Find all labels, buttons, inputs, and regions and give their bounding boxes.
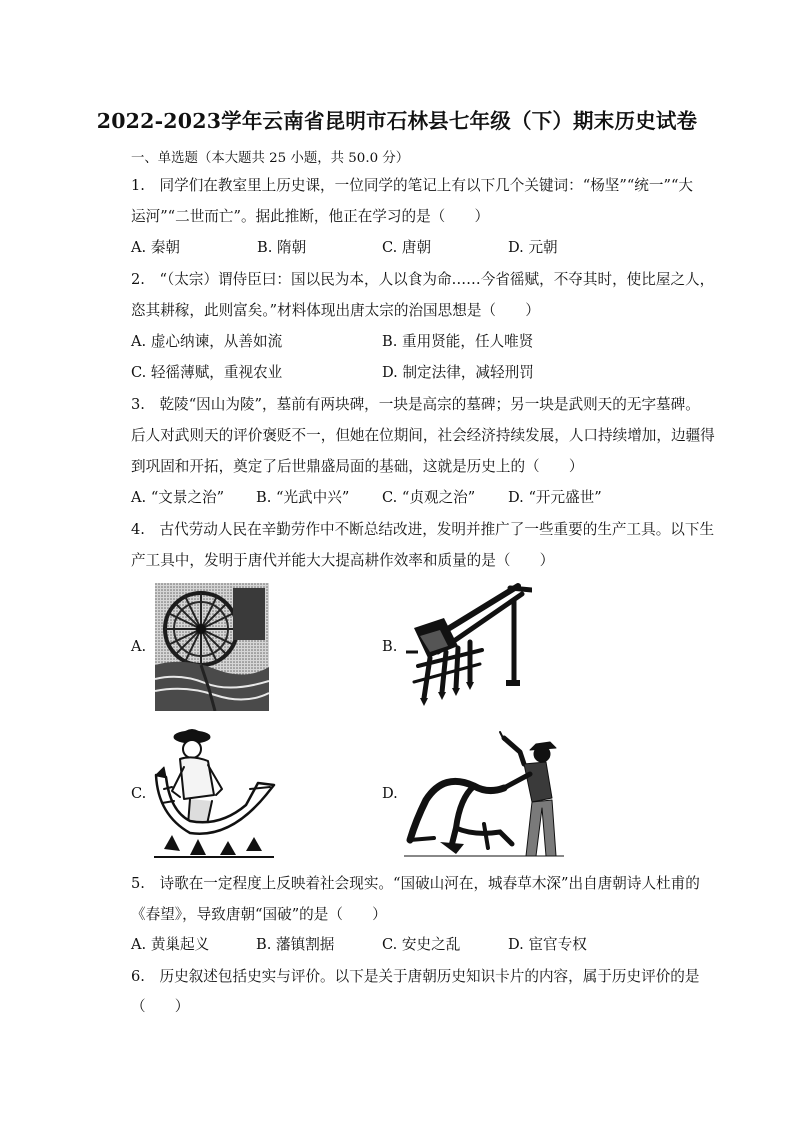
question-3-line-1: 3. 乾陵“因山为陵”，墓前有两块碑，一块是高宗的墓碑；另一块是武则天的无字墓碑。 (131, 396, 700, 413)
q4-option-a: A. (131, 638, 147, 655)
q2-option-c: C. 轻徭薄赋，重视农业 (131, 364, 283, 381)
question-4-line-1: 4. 古代劳动人民在辛勤劳作中不断总结改进，发明并推广了一些重要的生产工具。以下生 (131, 521, 715, 538)
question-2-line-2: 恣其耕稼，此则富矣。”材料体现出唐太宗的治国思想是（ ） (131, 302, 540, 319)
section-heading: 一、单选题（本大题共 25 小题，共 50.0 分） (131, 151, 410, 166)
q1-option-b: B. 隋朝 (257, 239, 307, 256)
q3-option-c: C. “贞观之治” (382, 489, 476, 506)
q3-option-d: D. “开元盛世” (508, 489, 602, 506)
q2-option-a: A. 虚心纳谏，从善如流 (131, 333, 283, 350)
question-1-line-2: 运河”“二世而亡”。据此推断，他正在学习的是（ ） (131, 208, 490, 225)
question-3-line-3: 到巩固和开拓，奠定了后世鼎盛局面的基础，这就是历史上的（ ） (131, 458, 584, 475)
q4-option-c: C. (131, 785, 147, 802)
q1-option-a: A. 秦朝 (131, 239, 181, 256)
question-4-line-2: 产工具中，发明于唐代并能大大提高耕作效率和质量的是（ ） (131, 552, 555, 569)
craftsman-image (150, 725, 278, 861)
question-2-line-1: 2. “（太宗）谓侍臣曰：国以民为本，人以食为命……今省徭赋，不夺其时，使比屋之人， (131, 271, 715, 288)
q2-option-b: B. 重用贤能，任人唯贤 (382, 333, 534, 350)
question-6-line-1: 6. 历史叙述包括史实与评价。以下是关于唐朝历史知识卡片的内容，属于历史评价的是 (131, 968, 700, 985)
q4-option-b: B. (382, 638, 398, 655)
q1-option-c: C. 唐朝 (382, 239, 432, 256)
q2-option-d: D. 制定法律，减轻刑罚 (382, 364, 534, 381)
farmer-plow-image (404, 728, 564, 860)
waterwheel-image (155, 583, 269, 711)
page-title: 2022-2023学年云南省昆明市石林县七年级（下）期末历史试卷 (96, 109, 698, 133)
q1-option-d: D. 元朝 (508, 239, 558, 256)
question-1-line-1: 1. 同学们在教室里上历史课，一位同学的笔记上有以下几个关键词：“杨坚”“统一”“大 (131, 177, 694, 194)
question-5-line-2: 《春望》，导致唐朝“国破”的是（ ） (131, 906, 387, 923)
q5-option-a: A. 黄巢起义 (131, 936, 210, 953)
question-6-line-2: （ ） (131, 998, 190, 1015)
q5-option-d: D. 宦官专权 (508, 936, 587, 953)
q3-option-b: B. “光武中兴” (256, 489, 350, 506)
q5-option-c: C. 安史之乱 (382, 936, 461, 953)
plow-tool-image (400, 580, 532, 708)
question-3-line-2: 后人对武则天的评价褒贬不一，但她在位期间，社会经济持续发展，人口持续增加，边疆得 (131, 427, 715, 444)
question-5-line-1: 5. 诗歌在一定程度上反映着社会现实。“国破山河在，城春草木深”出自唐朝诗人杜甫的 (131, 875, 700, 892)
q3-option-a: A. “文景之治” (131, 489, 225, 506)
q4-option-d: D. (382, 785, 398, 802)
q5-option-b: B. 藩镇割据 (256, 936, 335, 953)
